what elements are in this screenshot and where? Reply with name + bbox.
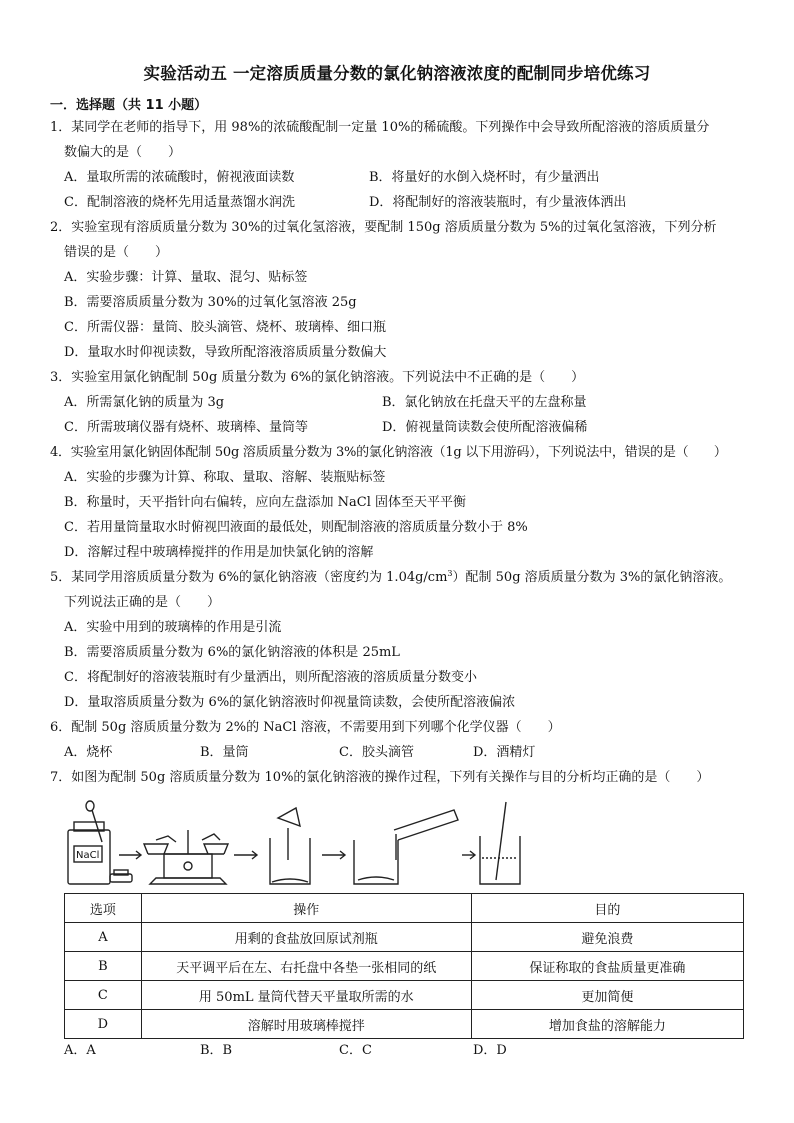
table-cell: 更加简便 <box>471 981 743 1010</box>
table-cell: 避免浪费 <box>471 923 743 952</box>
q1-option-a: A．量取所需的浓硫酸时，俯视液面读数 <box>64 170 295 185</box>
q7-stem: 7．如图为配制 50g 溶质质量分数为 10%的氯化钠溶液的操作过程，下列有关操作与目的分析均正确的是（ ） <box>50 770 710 785</box>
q6-option-d: D．酒精灯 <box>473 745 536 760</box>
q4-option-c: C．若用量筒量取水时俯视凹液面的最低处，则配制溶液的溶质质量分数小于 8% <box>64 520 528 535</box>
table-cell: 用 50mL 量筒代替天平量取所需的水 <box>141 981 471 1010</box>
q5-option-c: C．将配制好的溶液装瓶时有少量洒出，则所配溶液的溶质质量分数变小 <box>64 670 477 685</box>
table-header-row <box>65 894 744 923</box>
q5-stem-superscript: 3 <box>447 569 453 578</box>
q5-option-a: A．实验中用到的玻璃棒的作用是引流 <box>64 620 282 635</box>
q5-stem-line1 <box>50 570 731 586</box>
q4-stem: 4．实验室用氯化钠固体配制 50g 溶质质量分数为 3%的氯化钠溶液（1g 以下用游码），下列说法中，错误的是（ ） <box>50 445 727 460</box>
stirring-icon <box>480 802 520 884</box>
table-row <box>65 952 744 981</box>
q5-stem-line2: 下列说法正确的是（ ） <box>64 595 221 610</box>
beaker-pour-icon <box>270 808 310 884</box>
q7-option-b: B．B <box>200 1043 233 1058</box>
q5-stem-part2: ）配制 50g 溶质质量分数为 3%的氯化钠溶液。 <box>452 570 732 585</box>
q1-stem-line2: 数偏大的是（ ） <box>64 145 182 160</box>
experiment-procedure-figure <box>64 800 534 888</box>
table-row <box>65 1010 744 1039</box>
table-cell: B <box>65 952 142 981</box>
q2-option-c: C．所需仪器：量筒、胶头滴管、烧杯、玻璃棒、细口瓶 <box>64 320 386 335</box>
q4-option-a: A．实验的步骤为计算、称取、量取、溶解、装瓶贴标签 <box>64 470 386 485</box>
header-option: 选项 <box>65 894 142 923</box>
q5-stem-part1: 5．某同学用溶质质量分数为 6%的氯化钠溶液（密度约为 1.04g/cm <box>50 570 448 585</box>
q3-option-d: D．俯视量筒读数会使所配溶液偏稀 <box>382 420 588 435</box>
q4-option-d: D．溶解过程中玻璃棒搅拌的作用是加快氯化钠的溶解 <box>64 545 374 560</box>
table-cell: 增加食盐的溶解能力 <box>471 1010 743 1039</box>
bottle-label: NaCl <box>76 850 100 861</box>
header-purpose: 目的 <box>471 894 743 923</box>
q5-option-b: B．需要溶质质量分数为 6%的氯化钠溶液的体积是 25mL <box>64 645 400 660</box>
q3-stem: 3．实验室用氯化钠配制 50g 质量分数为 6%的氯化钠溶液。下列说法中不正确的是（ ） <box>50 370 585 385</box>
q1-option-d: D．将配制好的溶液装瓶时，有少量液体洒出 <box>369 195 627 210</box>
table-cell: D <box>65 1010 142 1039</box>
q7-option-c: C．C <box>339 1043 372 1058</box>
q3-option-a: A．所需氯化钠的质量为 3g <box>64 395 225 410</box>
q2-option-d: D．量取水时仰视读数，导致所配溶液溶质质量分数偏大 <box>64 345 387 360</box>
q6-option-a: A．烧杯 <box>64 745 113 760</box>
q1-option-b: B．将量好的水倒入烧杯时，有少量洒出 <box>369 170 600 185</box>
q7-option-a: A．A <box>64 1043 96 1058</box>
cylinder-pour-icon <box>354 810 458 884</box>
q2-option-a: A．实验步骤：计算、量取、混匀、贴标签 <box>64 270 308 285</box>
q1-stem-line1: 1．某同学在老师的指导下，用 98%的浓硫酸配制一定量 10%的稀硫酸。下列操作中会导致所配溶液的溶质质量分 <box>50 120 710 135</box>
q2-stem-line2: 错误的是（ ） <box>64 245 169 260</box>
reagent-bottle-icon <box>68 801 132 884</box>
table-cell: 天平调平后在左、右托盘中各垫一张相同的纸 <box>141 952 471 981</box>
table-cell: 用剩的食盐放回原试剂瓶 <box>141 923 471 952</box>
table-cell: A <box>65 923 142 952</box>
q1-option-c: C．配制溶液的烧杯先用适量蒸馏水润洗 <box>64 195 295 210</box>
q3-option-b: B．氯化钠放在托盘天平的左盘称量 <box>382 395 587 410</box>
q4-option-b: B．称量时，天平指针向右偏转，应向左盘添加 NaCl 固体至天平平衡 <box>64 495 467 510</box>
table-row <box>65 981 744 1010</box>
q5-option-d: D．量取溶质质量分数为 6%的氯化钠溶液时仰视量筒读数，会使所配溶液偏浓 <box>64 695 516 710</box>
table-row <box>65 923 744 952</box>
arrow-icon <box>234 851 257 859</box>
section-heading: 一．选择题（共 11 小题） <box>50 98 208 113</box>
q7-option-d: D．D <box>473 1043 507 1058</box>
q2-option-b: B．需要溶质质量分数为 30%的过氧化氢溶液 25g <box>64 295 357 310</box>
arrow-icon <box>119 851 141 859</box>
table-cell: 保证称取的食盐质量更准确 <box>471 952 743 981</box>
table-cell: C <box>65 981 142 1010</box>
balance-icon <box>144 830 228 884</box>
q6-option-c: C．胶头滴管 <box>339 745 414 760</box>
arrow-icon <box>322 851 345 859</box>
page-title: 实验活动五 一定溶质质量分数的氯化钠溶液浓度的配制同步培优练习 <box>143 64 651 83</box>
header-operation: 操作 <box>141 894 471 923</box>
arrow-icon <box>462 851 475 859</box>
q6-stem: 6．配制 50g 溶质质量分数为 2%的 NaCl 溶液，不需要用到下列哪个化学仪器（ ） <box>50 720 561 735</box>
q6-option-b: B．量筒 <box>200 745 249 760</box>
table-cell: 溶解时用玻璃棒搅拌 <box>141 1010 471 1039</box>
q3-option-c: C．所需玻璃仪器有烧杯、玻璃棒、量筒等 <box>64 420 308 435</box>
q2-stem-line1: 2．实验室现有溶质质量分数为 30%的过氧化氢溶液，要配制 150g 溶质质量分数为 5%的过氧化氢溶液，下列分析 <box>50 220 717 235</box>
operations-table <box>64 893 744 1039</box>
